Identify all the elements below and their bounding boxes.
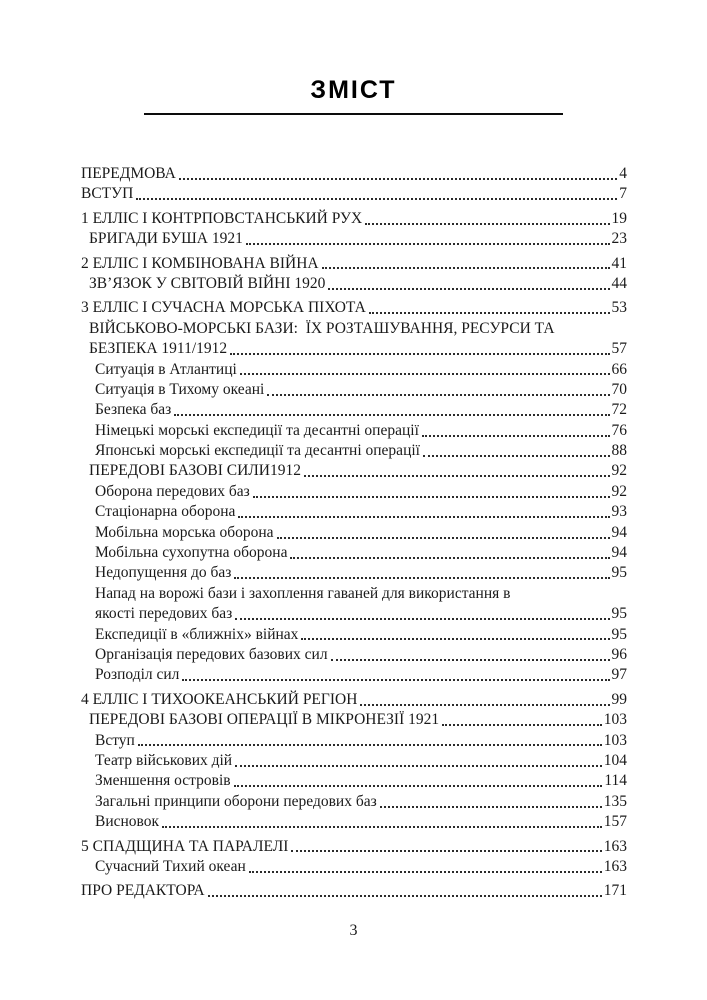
toc-entry-title: 1 ЕЛЛІС І КОНТРПОВСТАНСЬКИЙ РУХ (81, 209, 363, 227)
toc-entry-title: Мобільна сухопутна оборона (95, 544, 288, 562)
toc-entry (81, 665, 627, 685)
dot-leader (208, 895, 602, 897)
toc-entry (81, 360, 627, 380)
toc-entry-page: 4 (619, 165, 627, 182)
toc-entry (81, 690, 627, 710)
dot-leader (162, 826, 602, 828)
toc-entry-page: 171 (603, 882, 627, 900)
toc-entry (81, 421, 627, 441)
toc-entry (81, 645, 627, 665)
dot-leader (331, 659, 610, 661)
toc-entry (81, 857, 627, 877)
dot-leader (246, 243, 610, 245)
dot-leader (365, 223, 609, 225)
toc-entry (81, 229, 627, 249)
toc-entry-page: 163 (603, 837, 627, 855)
dot-leader (182, 679, 609, 681)
dot-leader (238, 516, 609, 518)
toc-entry-title: ПЕРЕДМОВА (81, 165, 176, 182)
dot-leader (423, 455, 610, 457)
toc-entry-title: Організація передових базових сил (95, 645, 328, 663)
dot-leader (380, 806, 602, 808)
toc-entry-title: Ситуація в Тихому океані (95, 380, 265, 398)
toc-entry-title: Театр військових дій (95, 751, 233, 769)
toc-entry-title: БРИГАДИ БУША 1921 (89, 230, 243, 248)
toc-entry-title: ПЕРЕДОВІ БАЗОВІ ОПЕРАЦІЇ В МІКРОНЕЗІЇ 1921 (89, 711, 440, 729)
dot-leader (290, 557, 609, 559)
toc-entry (81, 751, 627, 771)
toc-entry-page: 92 (611, 482, 627, 500)
toc-entry (81, 482, 627, 502)
toc-entry (81, 164, 627, 184)
toc-entry-page: 19 (611, 209, 627, 227)
dot-leader (442, 724, 602, 726)
toc-entry (81, 400, 627, 420)
dot-leader (328, 288, 609, 290)
toc-entry (81, 441, 627, 461)
toc-entry-page: 97 (611, 666, 627, 684)
toc-entry-page: 94 (611, 544, 627, 562)
toc-entry-page: 44 (611, 274, 627, 292)
dot-leader (174, 414, 609, 416)
toc-entry (81, 523, 627, 543)
toc-entry-page: 114 (604, 772, 627, 790)
toc-entry-page: 96 (611, 645, 627, 663)
toc-entry-page: 135 (603, 792, 627, 810)
dot-leader (240, 373, 610, 375)
toc-entry (81, 274, 627, 294)
toc-entry-page: 88 (611, 442, 627, 460)
toc-entry (81, 812, 627, 832)
toc-entry-title: 5 СПАДЩИНА ТА ПАРАЛЕЛІ (81, 837, 289, 855)
toc-entry-title: 3 ЕЛЛІС І СУЧАСНА МОРСЬКА ПІХОТА (81, 299, 366, 317)
dot-leader (235, 618, 609, 620)
toc-entry-page: 103 (603, 711, 627, 729)
toc-entry (81, 209, 627, 229)
dot-leader (322, 267, 610, 269)
title-underline (144, 113, 563, 115)
toc-entry-title: Ситуація в Атлантиці (95, 360, 237, 378)
toc-entry-page: 94 (611, 523, 627, 541)
toc-entry-page: 70 (611, 380, 627, 398)
toc-entry (81, 543, 627, 563)
toc-entry-page: 92 (611, 462, 627, 480)
toc-entry-title: Вступ (95, 731, 135, 749)
toc-entry-page: 41 (611, 254, 627, 272)
dot-leader (136, 198, 617, 200)
toc-entry-page: 23 (611, 230, 627, 248)
toc-entry-title: Безпека баз (95, 401, 172, 419)
toc-entry (81, 792, 627, 812)
toc-entry-page: 72 (611, 401, 627, 419)
toc-entry-title: ПЕРЕДОВІ БАЗОВІ СИЛИ1912 (89, 462, 301, 480)
toc-entry-title: Мобільна морська оборона (95, 523, 274, 541)
toc-entry-page: 7 (619, 185, 627, 203)
toc-entry-title: Японські морські експедиції та десантні операції (95, 442, 420, 460)
toc-list (81, 164, 627, 902)
dot-leader (369, 312, 610, 314)
toc-entry (81, 604, 627, 624)
toc-entry (81, 298, 627, 318)
toc-entry (81, 731, 627, 751)
toc-entry (81, 380, 627, 400)
toc-entry (81, 184, 627, 204)
toc-entry-page: 93 (611, 503, 627, 521)
toc-entry (81, 502, 627, 522)
toc-entry-page: 95 (611, 605, 627, 623)
toc-entry (81, 771, 627, 791)
toc-entry-title: ВСТУП (81, 185, 134, 203)
toc-entry-title: 4 ЕЛЛІС І ТИХООКЕАНСЬКИЙ РЕГІОН (81, 690, 358, 708)
dot-leader (422, 435, 610, 437)
toc-entry-title: Німецькі морські експедиції та десантні операції (95, 421, 419, 439)
toc-entry-title: Оборона передових баз (95, 482, 250, 500)
toc-entry-title: Експедиції в «ближніх» війнах (95, 625, 299, 643)
page-number: 3 (349, 922, 358, 939)
toc-entry-page: 104 (603, 751, 627, 769)
dot-leader (138, 744, 602, 746)
dot-leader (234, 785, 603, 787)
toc-entry-page: 157 (603, 813, 627, 831)
toc-entry-title: Сучасний Тихий океан (95, 857, 246, 875)
toc-entry (81, 837, 627, 857)
dot-leader (304, 475, 610, 477)
toc-entry (81, 625, 627, 645)
toc-entry-page: 66 (611, 360, 627, 378)
dot-leader (230, 353, 609, 355)
toc-entry-title: якості передових баз (95, 605, 233, 623)
dot-leader (253, 496, 610, 498)
toc-entry-page: 95 (611, 564, 627, 582)
toc-entry (81, 461, 627, 481)
toc-entry-page: 76 (611, 421, 627, 439)
toc-entry-title: ЗВ’ЯЗОК У СВІТОВІЙ ВІЙНІ 1920 (89, 274, 326, 292)
toc-entry-page: 57 (611, 340, 627, 358)
dot-leader (360, 704, 609, 706)
toc-entry (81, 254, 627, 274)
toc-entry-title: ВІЙСЬКОВО-МОРСЬКІ БАЗИ: ЇХ РОЗТАШУВАННЯ, РЕСУРСИ ТА (89, 319, 555, 337)
toc-entry (81, 339, 627, 359)
toc-entry-page: 103 (603, 731, 627, 749)
dot-leader (234, 577, 609, 579)
toc-entry-title: Напад на ворожі бази і захоплення гаваней для використання в (95, 584, 511, 602)
dot-leader (291, 850, 601, 852)
toc-entry (81, 563, 627, 583)
dot-leader (301, 638, 609, 640)
toc-entry (81, 584, 627, 604)
page-title: ЗМІСТ (310, 76, 397, 104)
toc-entry-page: 163 (603, 857, 627, 875)
dot-leader (277, 537, 610, 539)
toc-entry-title: Стаціонарна оборона (95, 503, 236, 521)
toc-entry-page: 99 (611, 690, 627, 708)
toc-entry-title: Висновок (95, 813, 160, 831)
toc-entry-page: 53 (611, 299, 627, 317)
toc-entry-title: Недопущення до баз (95, 564, 232, 582)
toc-entry-title: 2 ЕЛЛІС І КОМБІНОВАНА ВІЙНА (81, 254, 319, 272)
toc-entry (81, 319, 627, 339)
toc-entry-title: БЕЗПЕКА 1911/1912 (89, 340, 228, 358)
dot-leader (249, 871, 602, 873)
toc-entry-title: ПРО РЕДАКТОРА (81, 882, 205, 900)
dot-leader (179, 178, 617, 180)
dot-leader (267, 394, 609, 396)
toc-entry-title: Розподіл сил (95, 666, 180, 684)
toc-entry-title: Зменшення островів (95, 772, 231, 790)
dot-leader (235, 765, 602, 767)
toc-entry-title: Загальні принципи оборони передових баз (95, 792, 377, 810)
toc-entry (81, 710, 627, 730)
toc-entry (81, 881, 627, 901)
toc-entry-page: 95 (611, 625, 627, 643)
